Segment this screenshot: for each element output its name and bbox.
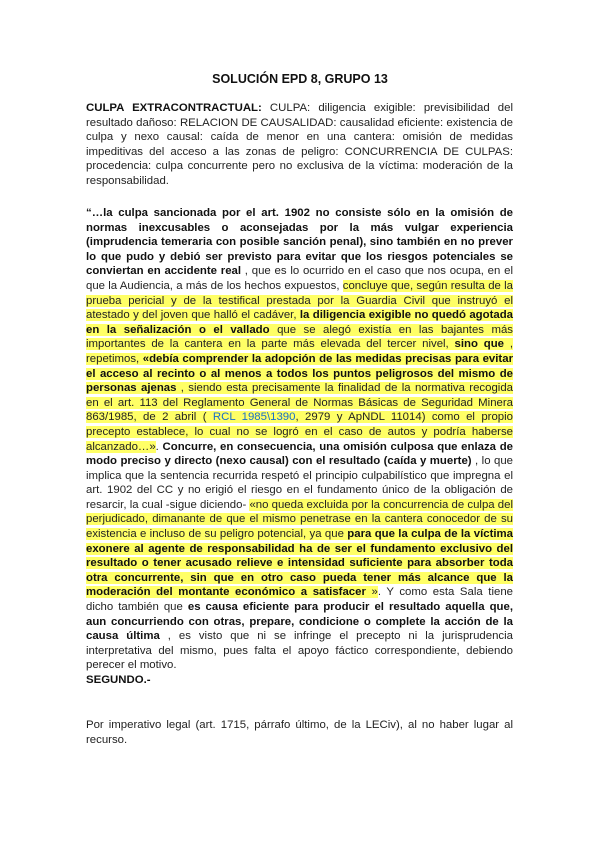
quote-s1: “…la culpa sancionada por el art. 1902 no consiste sólo en la omisión de normas inexcusables o aconsejadas por la más vulgar experiencia (imprudencia temeraria con posible sanción penal), sino también en no prever lo que pudo y debió ser previsto para evitar que los riesgos potenciales se conviertan en accidente real	[86, 207, 513, 278]
quote-s16: »	[365, 586, 378, 599]
quote-s5: que se alegó existía en las bajantes más importantes de la cantera en la parte más elevada del tercer nivel,	[86, 323, 513, 351]
summary-paragraph	[86, 101, 513, 189]
quote-s19: , es visto que ni se infringe el precepto ni la jurisprudencia interpretativa del mismo, pues falta el apoyo fáctico correspondiente, debiendo perecer el motivo.	[86, 630, 513, 672]
quote-s10: , 2979 y ApNDL 11014) como el propio precepto establece, lo cual no se logró en el caso de autos y podría haberse alcanzado…»	[86, 411, 513, 453]
section-heading-segundo: SEGUNDO.-	[86, 674, 151, 686]
quote-s9: , siendo esta precisamente la finalidad de la normativa recogida en el art. 113 del Reglamento General de Normas Básicas de Seguridad Minera 863/1985, de 2 abril (	[86, 382, 513, 424]
quote-s12: Concurre, en consecuencia, una omisión culposa que enlaza de modo preciso y directo (nexo causal) con el resultado (caída y muerte)	[86, 440, 513, 468]
quote-paragraph	[86, 206, 513, 688]
closing-paragraph: Por imperativo legal (art. 1715, párrafo último, de la LECiv), al no haber lugar al recurso.	[86, 719, 513, 746]
summary-text: CULPA: diligencia exigible: previsibilidad del resultado dañoso: RELACION DE CAUSALIDAD: causalidad eficiente: existencia de culpa y nexo causal: caída de menor en una cantera: omisión de medidas impeditivas del acceso a las zonas de peligro: CONCURRENCIA DE CULPAS: procedencia: culpa concurrente pero no exclusiva de la víctima: moderación de la responsabilidad.	[86, 102, 513, 187]
quote-s8: «debía comprender la adopción de las medidas precisas para evitar el acceso al recinto o al menos a todos los puntos peligrosos del mismo de personas ajenas	[86, 352, 513, 395]
quote-s4: la diligencia exigible no quedó agotada en la señalización o el vallado	[86, 309, 514, 336]
quote-s3: concluye que, según resulta de la prueba pericial y de la testifical prestada por la Guardia Civil que instruyó el atestado y del joven que halló el cadáver,	[86, 279, 513, 322]
quote-s11: .	[155, 440, 163, 453]
quote-s14: «no queda excluida por la concurrencia de culpa del perjudicado, dimanante de que el mismo penetrase en la cantera conocedor de su existencia e incluso de su peligro potencial, ya que	[86, 498, 514, 541]
quote-s7: , repetimos,	[86, 338, 513, 365]
quote-s18: es causa eficiente para producir el resultado aquella que, aun concurriendo con otras, prepare, condicione o complete la acción de la causa última	[86, 601, 513, 643]
rcl-link[interactable]: RCL 1985\1390	[212, 411, 296, 424]
quote-s13: , lo que implica que la sentencia recurrida respetó el principio culpabilístico que impregna el art. 1902 del CC y no erigió el riesgo en el fundamento único de la obligación de resarcir, la cual -sigue diciendo-	[86, 455, 514, 511]
quote-s17: . Y como esta Sala tiene dicho también que	[86, 586, 514, 614]
quote-s15: para que la culpa de la víctima exonere al agente de responsabilidad ha de ser el fundamento exclusivo del resultado o tener acusado relieve e intensidad suficiente para absorber toda otra concurrente, sin que en otro caso pueda tener más alcance que la moderación del montante económico a satisfacer	[86, 528, 513, 599]
quote-s2: , que es lo ocurrido en el caso que nos ocupa, en el que la Audiencia, a más de los hechos expuestos,	[86, 265, 513, 292]
quote-s6: sino que	[454, 338, 505, 351]
summary-heading: CULPA EXTRACONTRACTUAL:	[86, 102, 262, 114]
document-title: SOLUCIÓN EPD 8, GRUPO 13	[212, 72, 388, 86]
